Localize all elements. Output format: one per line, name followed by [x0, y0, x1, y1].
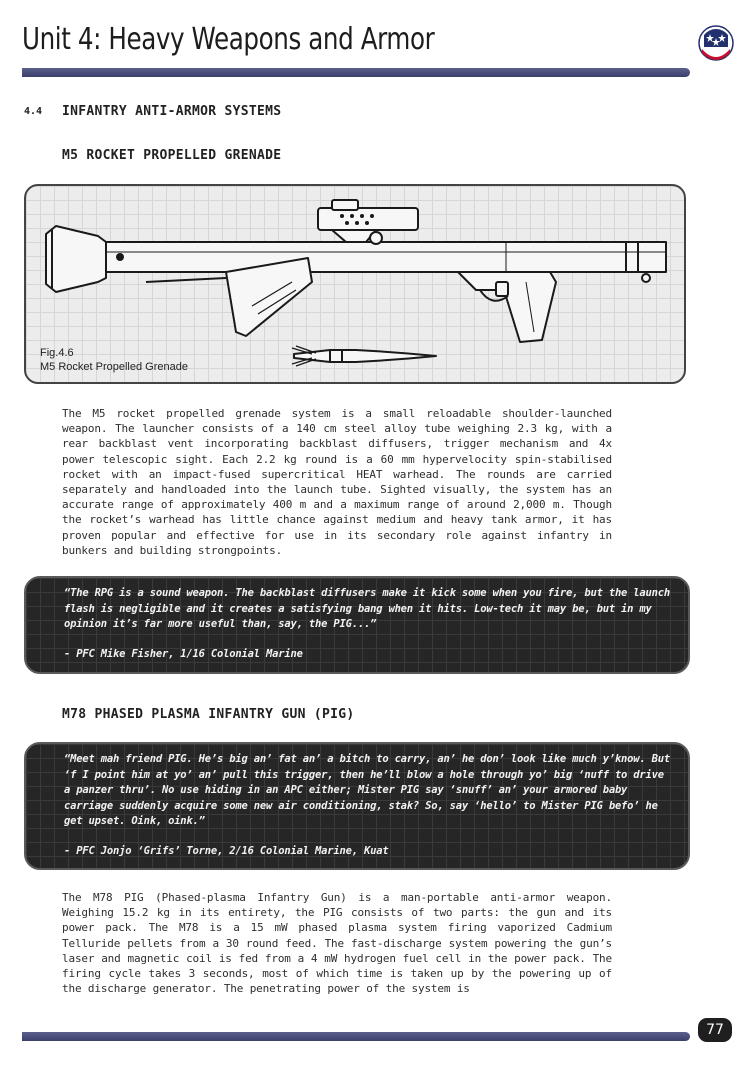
rpg-figure [24, 184, 686, 384]
unit-title: Unit 4: Heavy Weapons and Armor [22, 22, 435, 57]
header-bar [22, 68, 690, 77]
page-number: 77 [698, 1018, 732, 1042]
rpg-quote-text: “The RPG is a sound weapon. The backblast diffusers make it kick some when you fire, but the launch flash is negligible and it creates a satisfying bang when it hits. Low-tech it may be, but in my opinion it’s far more useful than, say, the PIG...” [64, 587, 671, 630]
colonial-star-badge-icon [698, 25, 734, 61]
figure-title: M5 Rocket Propelled Grenade [40, 361, 188, 373]
pig-quote-text: “Meet mah friend PIG. He’s big an’ fat an’ a bitch to carry, an’ he don’ look like much y’know. But ‘f I point him at yo’ an’ pull this trigger, then he’ll blow a hole through yo’ big ‘nuff to drive a panzer thru’. No use hiding in an APC either; Mister PIG say ‘snuff’ an’ your armored baby carriage suddenly acquire some new air conditioning, stak? So, say ‘hello’ to Mister PIG befo’ he get upset. Oink, oink.” [64, 753, 671, 827]
figure-number: Fig.4.6 [40, 347, 74, 359]
pig-heading: M78 PHASED PLASMA INFANTRY GUN (PIG) [62, 707, 355, 722]
pig-quote-attribution: - PFC Jonjo ‘Grifs’ Torne, 2/16 Colonial Marine, Kuat [64, 844, 389, 857]
section-title: INFANTRY ANTI-ARMOR SYSTEMS [62, 104, 282, 119]
section-number: 4.4 [24, 106, 43, 117]
figure-caption [40, 346, 188, 374]
pig-body-text: The M78 PIG (Phased-plasma Infantry Gun) is a man-portable anti-armor weapon. Weighing 15.2 kg in its entirety, the PIG consists of two parts: the gun and its power pack. The M78 is a 15 mW phased plasma system firing vaporized Cadmium Telluride pellets from a 30 round feed. The fast-discharge system powering the gun’s laser and magnetic coil is fed from a 4 mW hydrogen fuel cell in the power pack. The firing cycle takes 3 seconds, most of which time is taken up by the powering up of the discharge generator. The penetrating power of the system is [62, 891, 612, 996]
rpg-quote-attribution: - PFC Mike Fisher, 1/16 Colonial Marine [64, 647, 303, 660]
rpg-body-text: The M5 rocket propelled grenade system is a small reloadable shoulder-launched weapon. The launcher consists of a 140 cm steel alloy tube weighing 2.3 kg, with a rear backblast vent incorporating backblast diffusers, trigger mechanism and 4x power telescopic sight. Each 2.2 kg round is a 60 mm hypervelocity spin-stabilised rocket with an impact-fused supercritical HEAT warhead. The rounds are carried separately and handloaded into the launch tube. Sighted visually, the system has an accurate range of approximately 400 m and a maximum range of around 2,000 m. Though the rocket’s warhead has little chance against medium and heavy tank armor, it has proven popular and effective for use in its secondary role against infantry in bunkers and building strongpoints. [62, 407, 612, 557]
pig-quote-box [24, 742, 690, 870]
rpg-quote-box [24, 576, 690, 674]
footer-bar [22, 1032, 690, 1041]
rpg-heading: M5 ROCKET PROPELLED GRENADE [62, 148, 282, 163]
